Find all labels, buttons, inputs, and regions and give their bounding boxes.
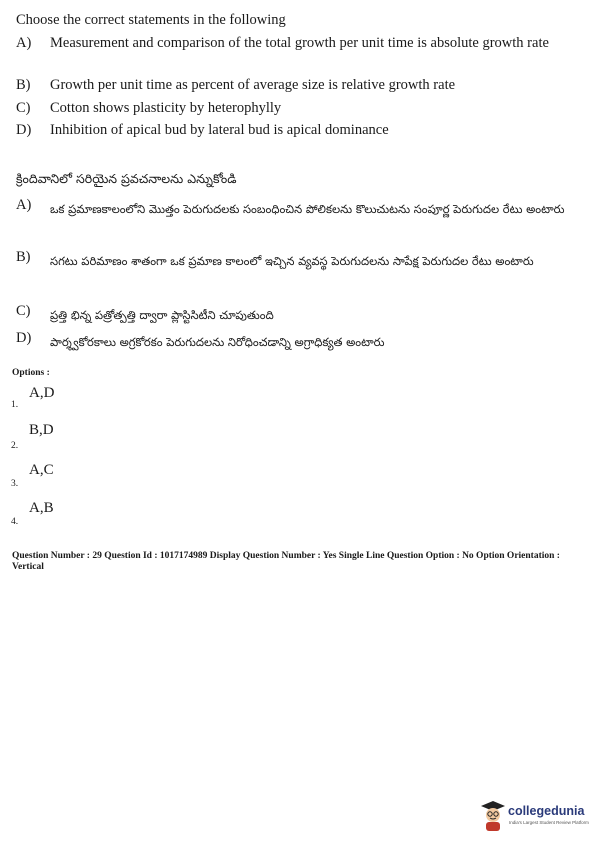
mascot-icon xyxy=(480,800,506,832)
options-header: Options : xyxy=(12,368,50,378)
option-4-number: 4. xyxy=(11,517,19,527)
statement-label: B) xyxy=(16,249,31,265)
statement-text: Growth per unit time as percent of average size is relative growth rate xyxy=(50,77,456,93)
statement-text: పార్శ్వకోరకాలు అగ్రకోరకం పెరుగుదలను నిరోధించడాన్ని అగ్రాధిక్యత అంటారు xyxy=(50,335,385,349)
statement-text: ప్రత్తి భిన్న పత్రోత్పత్తి ద్వారా ప్లాస్టిసిటీని చూపుతుంది xyxy=(50,308,274,322)
telugu-statement-b xyxy=(16,249,576,273)
statement-text: Inhibition of apical bud by lateral bud is apical dominance xyxy=(50,122,389,138)
statement-label: B) xyxy=(16,77,31,93)
telugu-statement-c xyxy=(16,303,576,327)
statement-a xyxy=(16,35,576,52)
collegedunia-logo xyxy=(480,798,590,834)
statement-label: D) xyxy=(16,330,32,346)
telugu-statement-a xyxy=(16,197,576,221)
statement-label: D) xyxy=(16,122,32,138)
option-2-number: 2. xyxy=(11,441,19,451)
statement-text: Measurement and comparison of the total growth per unit time is absolute growth rate xyxy=(50,35,549,51)
telugu-statement-d xyxy=(16,330,576,354)
option-3-value[interactable]: A,C xyxy=(29,462,54,478)
telugu-question-title: క్రిందివానిలో సరియైన ప్రవచనాలను ఎన్నుకోండి xyxy=(16,171,237,186)
statement-label: C) xyxy=(16,100,31,116)
statement-text: ఒక ప్రమాణకాలంలోని మొత్తం పెరుగుదలకు సంబంధించిన పోలికలను కొలుచుటను సంపూర్ణ పెరుగుదల రేటు అంటారు xyxy=(50,202,565,216)
statement-text: సగటు పరిమాణం శాతంగా ఒక ప్రమాణ కాలంలో ఇచ్చిన వ్యవస్థ పెరుగుదలను సాపేక్ష పెరుగుదల రేటు అంటారు xyxy=(50,254,534,268)
statement-label: C) xyxy=(16,303,31,319)
question-metadata: Question Number : 29 Question Id : 1017174989 Display Question Number : Yes Single Line Question Option : No Option Orientation : Vertical xyxy=(12,551,560,572)
logo-tagline: India's Largest Student Review Platform xyxy=(509,820,589,825)
statement-c xyxy=(16,100,576,117)
statement-d xyxy=(16,122,576,139)
statement-label: A) xyxy=(16,35,32,51)
statement-label: A) xyxy=(16,197,32,213)
logo-brand: collegedunia xyxy=(508,804,585,818)
option-1-number: 1. xyxy=(11,400,19,410)
option-4-value[interactable]: A,B xyxy=(29,500,54,516)
option-3-number: 3. xyxy=(11,479,19,489)
statement-text: Cotton shows plasticity by heterophylly xyxy=(50,100,282,116)
statement-b xyxy=(16,77,576,94)
question-title: Choose the correct statements in the following xyxy=(16,12,286,28)
option-1-value[interactable]: A,D xyxy=(29,385,55,401)
option-2-value[interactable]: B,D xyxy=(29,422,54,438)
